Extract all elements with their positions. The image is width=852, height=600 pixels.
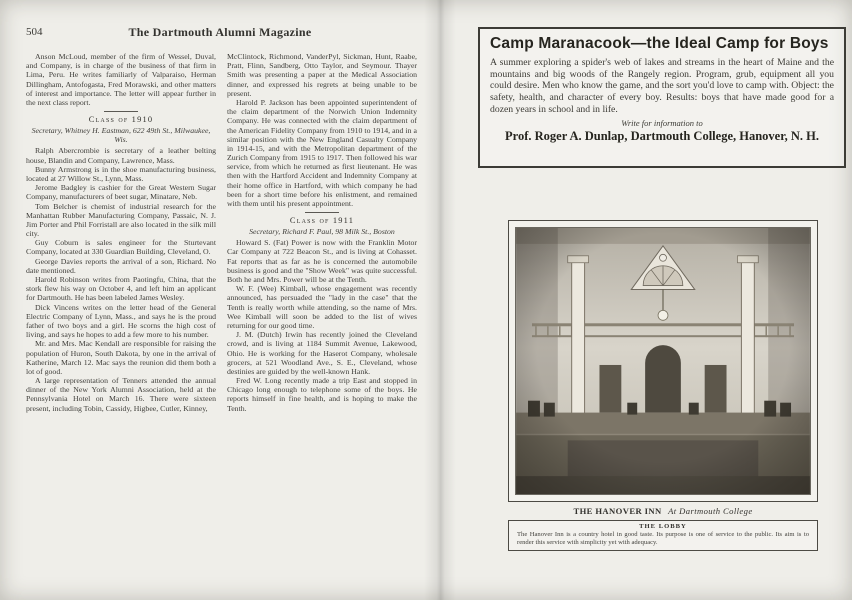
paragraph: Harold P. Jackson has been appointed superintendent of the claim department of the Norwich Union Indemnity Company. He was connected with the claim department of the American Fidelity Company from 1910 to 1914, and in a similar position with the New England Casualty Company in 1914-15, and with the Metropolitan department of the Zurich Company from 1915 to 1917. Then followed his war service, from which he returned as first lieutenant. He was then with the Hartford Accident and Indemnity Company at their home office in Hartford, with which company he had been for a short time before his enlistment, and remained with them until his present appointment. [227,97,417,208]
class-heading: Class of 1910 [26,111,216,125]
lobby-caption-box [508,520,818,551]
paragraph: Howard S. (Fat) Power is now with the Franklin Motor Car Company at 722 Beacon St., and is living at Cohasset. Fat reports that as far as he is concerned the automobile business is good and the "Show Week" was quite successful. Both he and Mrs. Power will be at the Tenth. [227,238,417,285]
ad-body-text: A summer exploring a spider's web of lakes and streams in the heart of Maine and the mountains and big woods of the Rangely region. Program, grub, equipment all you could desire. Men who know the game, and the sort you'd love to camp with. Object: the safety, health, and character of every boy. Results: boys that have made good for a dozen years in school and in life. [490,57,834,115]
text-column-2 [227,52,417,594]
paragraph: George Davies reports the arrival of a son, Richard. No date mentioned. [26,256,216,275]
paragraph: Bunny Armstrong is in the shoe manufacturing business, located at 27 Willow St., Lynn, Mass. [26,164,216,183]
photo-caption-subtitle: At Dartmouth College [668,506,753,516]
lobby-caption-label: THE LOBBY [639,523,687,530]
class-heading: Class of 1911 [227,212,417,226]
paragraph: Secretary, Whitney H. Eastman, 622 49th St., Milwaukee, Wis. [31,126,211,145]
page-number: 504 [26,26,43,38]
paragraph: Mr. and Mrs. Mac Kendall are responsible for raising the population of Huron, South Dakota, by one in the arrival of Katherine, March 12. Mac says the reunion did them both a lot of good. [26,339,216,376]
paragraph: McClintock, Richmond, VanderPyl, Sickman, Hunt, Raabe, Pratt, Flinn, Sandberg, Otto Taylor, and Seymour. Thayer Smith was presenting a paper at the Medical Association dinner, and expressed his regrets at being unable to be present. [227,52,417,98]
ad-write-line: Write for information to [621,118,703,129]
paragraph: Guy Coburn is sales engineer for the Sturtevant Company, located at 330 Guardian Building, Cleveland, O. [26,238,216,257]
hanover-inn-figure [508,220,818,560]
paragraph: Ralph Abercrombie is secretary of a leather belting house, Blandin and Company, Lawrence, Mass. [26,146,216,165]
photo-caption [508,506,818,516]
photo-mat [508,220,818,502]
paragraph: Fred W. Long recently made a trip East and stopped in Chicago long enough to telephone some of the boys. He reports himself in fine health, and is hoping to make the Tenth. [227,376,417,413]
paragraph: Jerome Badgley is cashier for the Great Western Sugar Company, manufacturers of beet sugar, Minatare, Neb. [26,183,216,202]
paragraph: Tom Belcher is chemist of industrial research for the Manhattan Rubber Manufacturing Company, Passaic, N. J. Jim Porter and Phil Forristall are also located in the silk mill city. [26,201,216,239]
paragraph: Secretary, Richard F. Paul, 98 Milk St., Boston [249,227,395,237]
paragraph: J. M. (Dutch) Irwin has recently joined the Cleveland crowd, and is living at 1184 Summit Avenue, Lakewood, Ohio. He is working for the Haserot Company, wholesale grocers, at 521 Woodland Ave., S. E., Cleveland, whose destinies are guided by the well-known Hank. [227,330,417,376]
ad-contact-line: Prof. Roger A. Dunlap, Dartmouth College, Hanover, N. H. [505,129,819,144]
camp-maranacook-ad [478,27,846,168]
paragraph: A large representation of Tenners attended the annual dinner of the New York Alumni Association, held at the Pennsylvania Hotel on March 16. There were sixteen present, including Tobin, Cassidy, Higbee, Cutler, Kinney, [26,376,216,413]
magazine-title: The Dartmouth Alumni Magazine [128,25,312,39]
lobby-caption-text: The Hanover Inn is a country hotel in good taste. Its purpose is one of service to the public. Its aim is to render this service with simplicity yet with adequacy. [517,531,809,547]
paragraph: Dick Vincens writes on the letter head of the General Electric Company of Lynn, Mass., and says he is the proud father of two boys and a girl. He scorns the high cost of living, and says he hopes to add a few more to his number. [26,302,216,340]
text-column-1 [26,52,216,594]
paragraph: W. F. (Wee) Kimball, whose engagement was recently announced, has persuaded the "lady in the case" that the Tenth is really worth while attending, so the name of Mrs. Wee Kimball will soon be added to the list of wives returning for our good time. [227,284,417,330]
paragraph: Harold Robinson writes from Paotingfu, China, that the stork flew his way on October 4, and left him an applicant for Dartmouth. He has been labeled James Wesley. [26,275,216,303]
photo-caption-title: THE HANOVER INN [573,506,662,516]
paragraph: Anson McLoud, member of the firm of Wessel, Duval, and Company, is in charge of the business of that firm in Lima, Peru. He writes familiarly of Valparaiso, Herman Dillingham, Antofogasta, Fred Morawski, and other matters of interest and importance. The letter will appear further in the next class report. [26,52,216,107]
hanover-inn-lobby-photo [515,227,811,495]
page-gutter-shadow [424,0,456,600]
ad-title: Camp Maranacook—the Ideal Camp for Boys [490,35,829,52]
